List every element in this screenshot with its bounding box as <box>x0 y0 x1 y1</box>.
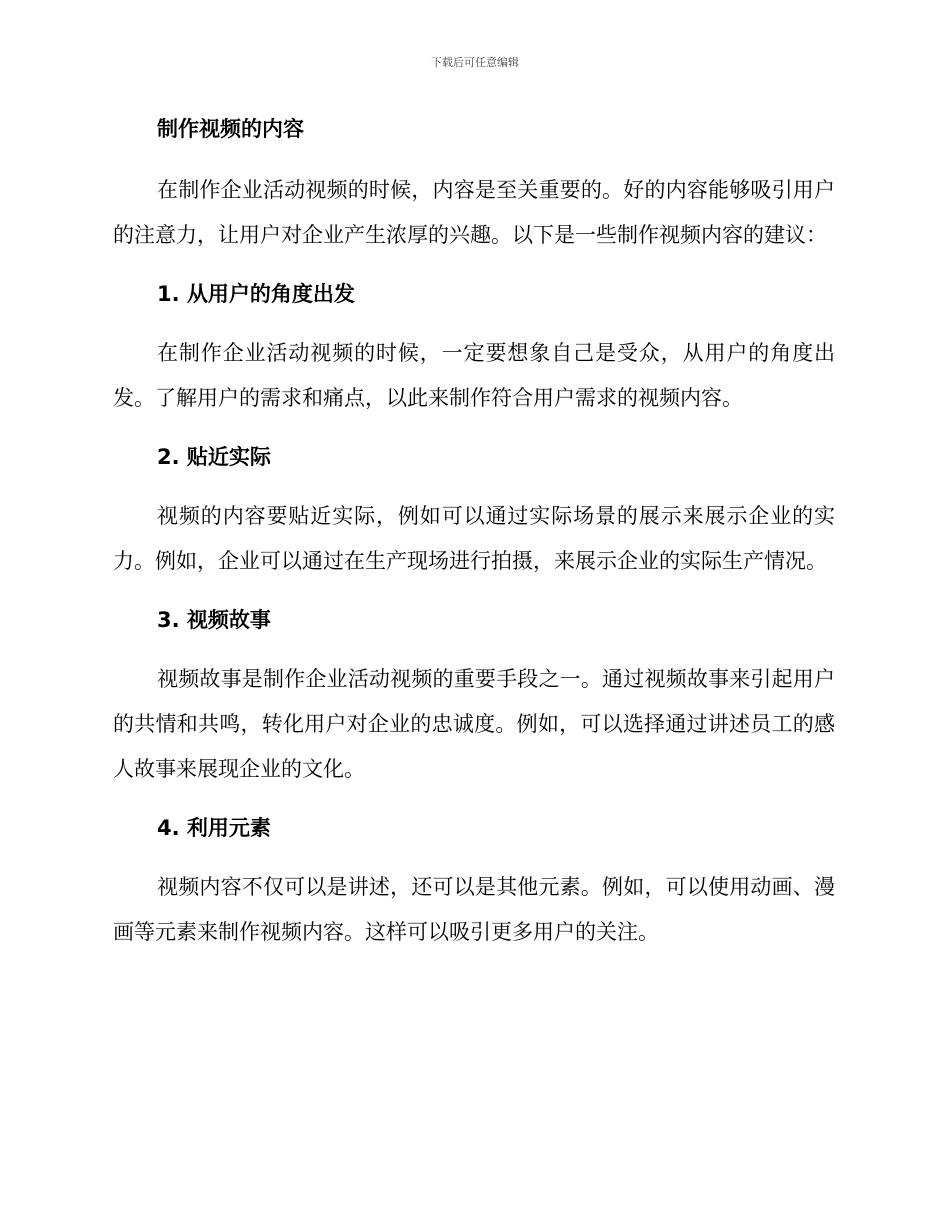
section-heading: 3. 视频故事 <box>157 608 271 632</box>
section <box>113 806 835 955</box>
intro-paragraph: 在制作企业活动视频的时候，内容是至关重要的。好的内容能够吸引用户的注意力，让用户对企业产生浓厚的兴趣。以下是一些制作视频内容的建议： <box>113 178 835 247</box>
section-heading: 1. 从用户的角度出发 <box>157 282 355 306</box>
document-body <box>113 112 835 969</box>
section-paragraph: 视频的内容要贴近实际，例如可以通过实际场景的展示来展示企业的实力。例如，企业可以通过在生产现场进行拍摄，来展示企业的实际生产情况。 <box>113 504 835 573</box>
section-heading: 4. 利用元素 <box>157 816 271 840</box>
section-paragraph: 视频内容不仅可以是讲述，还可以是其他元素。例如，可以使用动画、漫画等元素来制作视频内容。这样可以吸引更多用户的关注。 <box>113 875 835 944</box>
section-heading: 2. 贴近实际 <box>157 445 271 469</box>
section <box>113 598 835 792</box>
document-title: 制作视频的内容 <box>157 117 304 141</box>
header-note: 下载后可任意编辑 <box>431 56 519 69</box>
section-paragraph: 视频故事是制作企业活动视频的重要手段之一。通过视频故事来引起用户的共情和共鸣，转化用户对企业的忠诚度。例如，可以选择通过讲述员工的感人故事来展现企业的文化。 <box>113 667 835 781</box>
section-paragraph: 在制作企业活动视频的时候，一定要想象自己是受众，从用户的角度出发。了解用户的需求和痛点，以此来制作符合用户需求的视频内容。 <box>113 341 835 410</box>
section <box>113 272 835 421</box>
section <box>113 435 835 584</box>
